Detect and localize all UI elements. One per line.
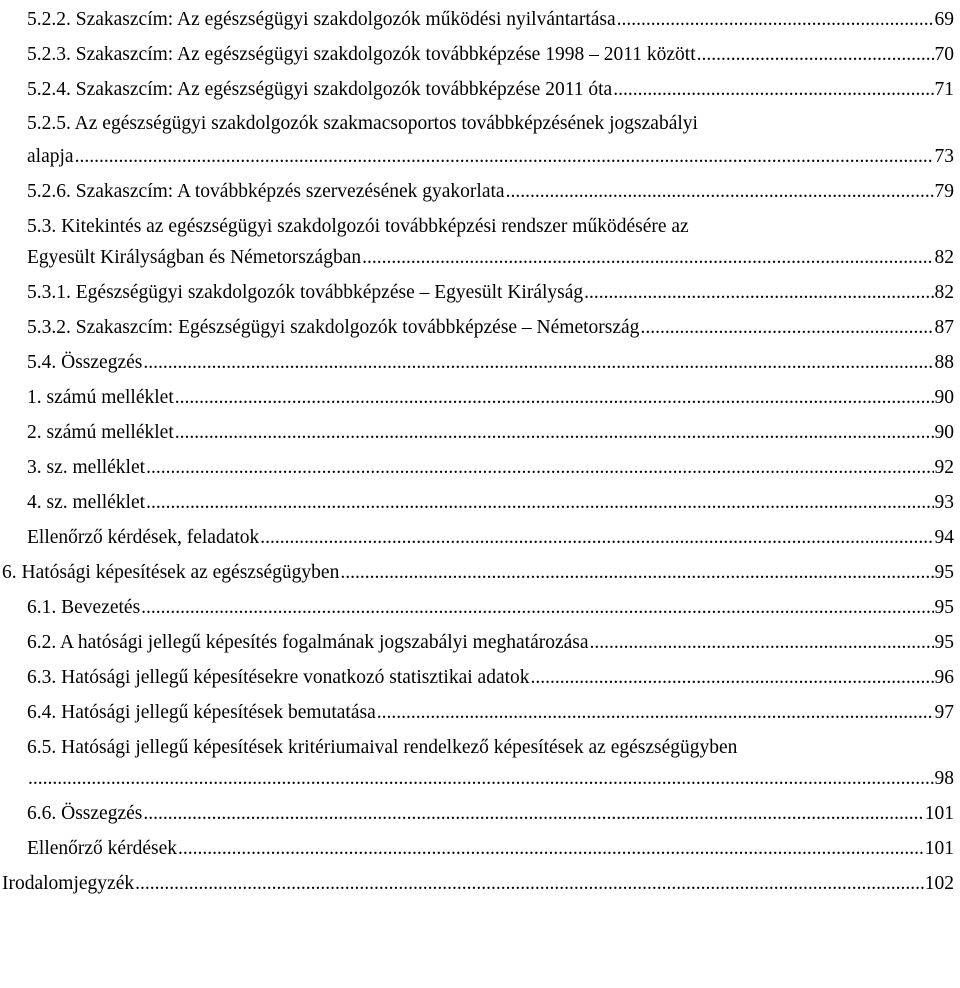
toc-entry[interactable] [27,524,954,552]
toc-entry-title: 1. számú melléklet [27,387,174,408]
toc-entry[interactable] [27,835,954,863]
toc-entry[interactable] [2,870,954,898]
toc-leader [75,143,934,171]
toc-entry[interactable] [27,699,954,727]
toc-entry-title: 6.1. Bevezetés [27,597,141,618]
toc-leader [28,765,934,793]
toc-entry[interactable] [27,800,954,828]
toc-entry-page: 97 [934,702,954,723]
toc-entry[interactable] [27,454,954,482]
toc-entry-page: 70 [934,44,954,65]
toc-entry-page: 82 [934,282,954,303]
toc-leader [584,279,933,307]
toc-entry[interactable] [27,314,954,342]
toc-leader [175,419,934,447]
toc-entry-title: 4. sz. melléklet [27,492,146,513]
toc-entry[interactable] [27,594,954,622]
toc-entry-title: 5.3.2. Szakaszcím: Egészségügyi szakdolgozók továbbképzése – Németország [27,317,640,338]
toc-entry-title: Irodalomjegyzék [2,873,135,894]
toc-entry-title: 6.5. Hatósági jellegű képesítések kritériumaival rendelkező képesítések az egészségügyben [27,737,738,758]
toc-leader [135,870,924,898]
toc-entry-page: 87 [934,317,954,338]
toc-entry-title: 6.2. A hatósági jellegű képesítés fogalmának jogszabályi meghatározása [27,632,589,653]
toc-entry-page: 98 [934,768,954,789]
toc-entry[interactable] [2,559,954,587]
toc-entry-page: 90 [934,387,954,408]
toc-entry-title: 5.2.5. Az egészségügyi szakdolgozók szakmacsoportos továbbképzésének jogszabályi [27,113,698,134]
toc-entry-title: 6. Hatósági képesítések az egészségügyben [2,562,340,583]
toc-leader [146,454,933,482]
toc-entry[interactable] [27,279,954,307]
toc-entry-page: 90 [934,422,954,443]
toc-entry[interactable] [27,489,954,517]
toc-entry[interactable] [27,244,954,272]
toc-leader [146,489,933,517]
toc-entry[interactable] [27,765,954,793]
toc-entry-page: 82 [934,247,954,268]
toc-leader [362,244,933,272]
toc-entry-first-line[interactable] [27,110,954,138]
toc-leader [531,664,934,692]
toc-entry-title: 5.4. Összegzés [27,352,143,373]
toc-entry[interactable] [27,76,954,104]
toc-leader [260,524,933,552]
toc-entry-title: 6.4. Hatósági jellegű képesítések bemutatása [27,702,376,723]
toc-entry-title-cont: alapja [27,146,74,167]
toc-entry-page: 93 [934,492,954,513]
toc-entry-first-line[interactable] [27,213,954,241]
toc-entry[interactable] [27,384,954,412]
toc-entry-page: 101 [924,838,954,859]
toc-entry-page: 95 [934,597,954,618]
toc-entry-page: 73 [934,146,954,167]
toc-entry-title-cont: Egyesült Királyságban és Németországban [27,247,362,268]
toc-entry[interactable] [27,419,954,447]
toc-entry-title: 5.2.3. Szakaszcím: Az egészségügyi szakdolgozók továbbképzése 1998 – 2011 között [27,44,696,65]
toc-entry-first-line[interactable] [27,734,954,762]
toc-entry-title: 5.3. Kitekintés az egészségügyi szakdolgozói továbbképzési rendszer működésére az [27,216,689,237]
toc-leader [175,384,934,412]
toc-leader [143,800,923,828]
toc-entry-page: 88 [934,352,954,373]
toc-entry[interactable] [27,664,954,692]
toc-leader [613,76,933,104]
toc-leader [506,178,934,206]
toc-entry-page: 69 [934,9,954,30]
toc-entry-title: 6.3. Hatósági jellegű képesítésekre vonatkozó statisztikai adatok [27,667,530,688]
toc-entry-title: Ellenőrző kérdések, feladatok [27,527,260,548]
toc-entry-title: 2. számú melléklet [27,422,174,443]
toc-entry-page: 71 [934,79,954,100]
toc-entry-page: 102 [924,873,954,894]
toc-entry-title: 3. sz. melléklet [27,457,146,478]
toc-entry-page: 94 [934,527,954,548]
toc-entry-title: Ellenőrző kérdések [27,838,177,859]
toc-entry-title: 5.2.6. Szakaszcím: A továbbképzés szervezésének gyakorlata [27,181,505,202]
toc-entry-title: 5.2.4. Szakaszcím: Az egészségügyi szakdolgozók továbbképzése 2011 óta [27,79,613,100]
toc-leader [640,314,933,342]
toc-leader [178,835,924,863]
toc-leader [697,41,934,69]
toc-leader [141,594,933,622]
toc-entry-page: 96 [934,667,954,688]
toc-entry[interactable] [27,6,954,34]
toc-entry-page: 95 [934,632,954,653]
toc-entry-title: 5.2.2. Szakaszcím: Az egészségügyi szakdolgozók működési nyilvántartása [27,9,616,30]
toc-leader [340,559,933,587]
toc-leader [617,6,934,34]
toc-leader [377,699,934,727]
toc-entry-page: 101 [924,803,954,824]
toc-entry-page: 92 [934,457,954,478]
toc-entry[interactable] [27,178,954,206]
toc-entry-title: 5.3.1. Egészségügyi szakdolgozók továbbképzése – Egyesült Királyság [27,282,584,303]
toc-leader [143,349,933,377]
toc-entry-page: 95 [934,562,954,583]
toc-entry-page: 79 [934,181,954,202]
toc-entry[interactable] [27,143,954,171]
toc-entry[interactable] [27,349,954,377]
toc-entry[interactable] [27,41,954,69]
toc-entry-title: 6.6. Összegzés [27,803,143,824]
toc-entry[interactable] [27,629,954,657]
toc-leader [590,629,934,657]
